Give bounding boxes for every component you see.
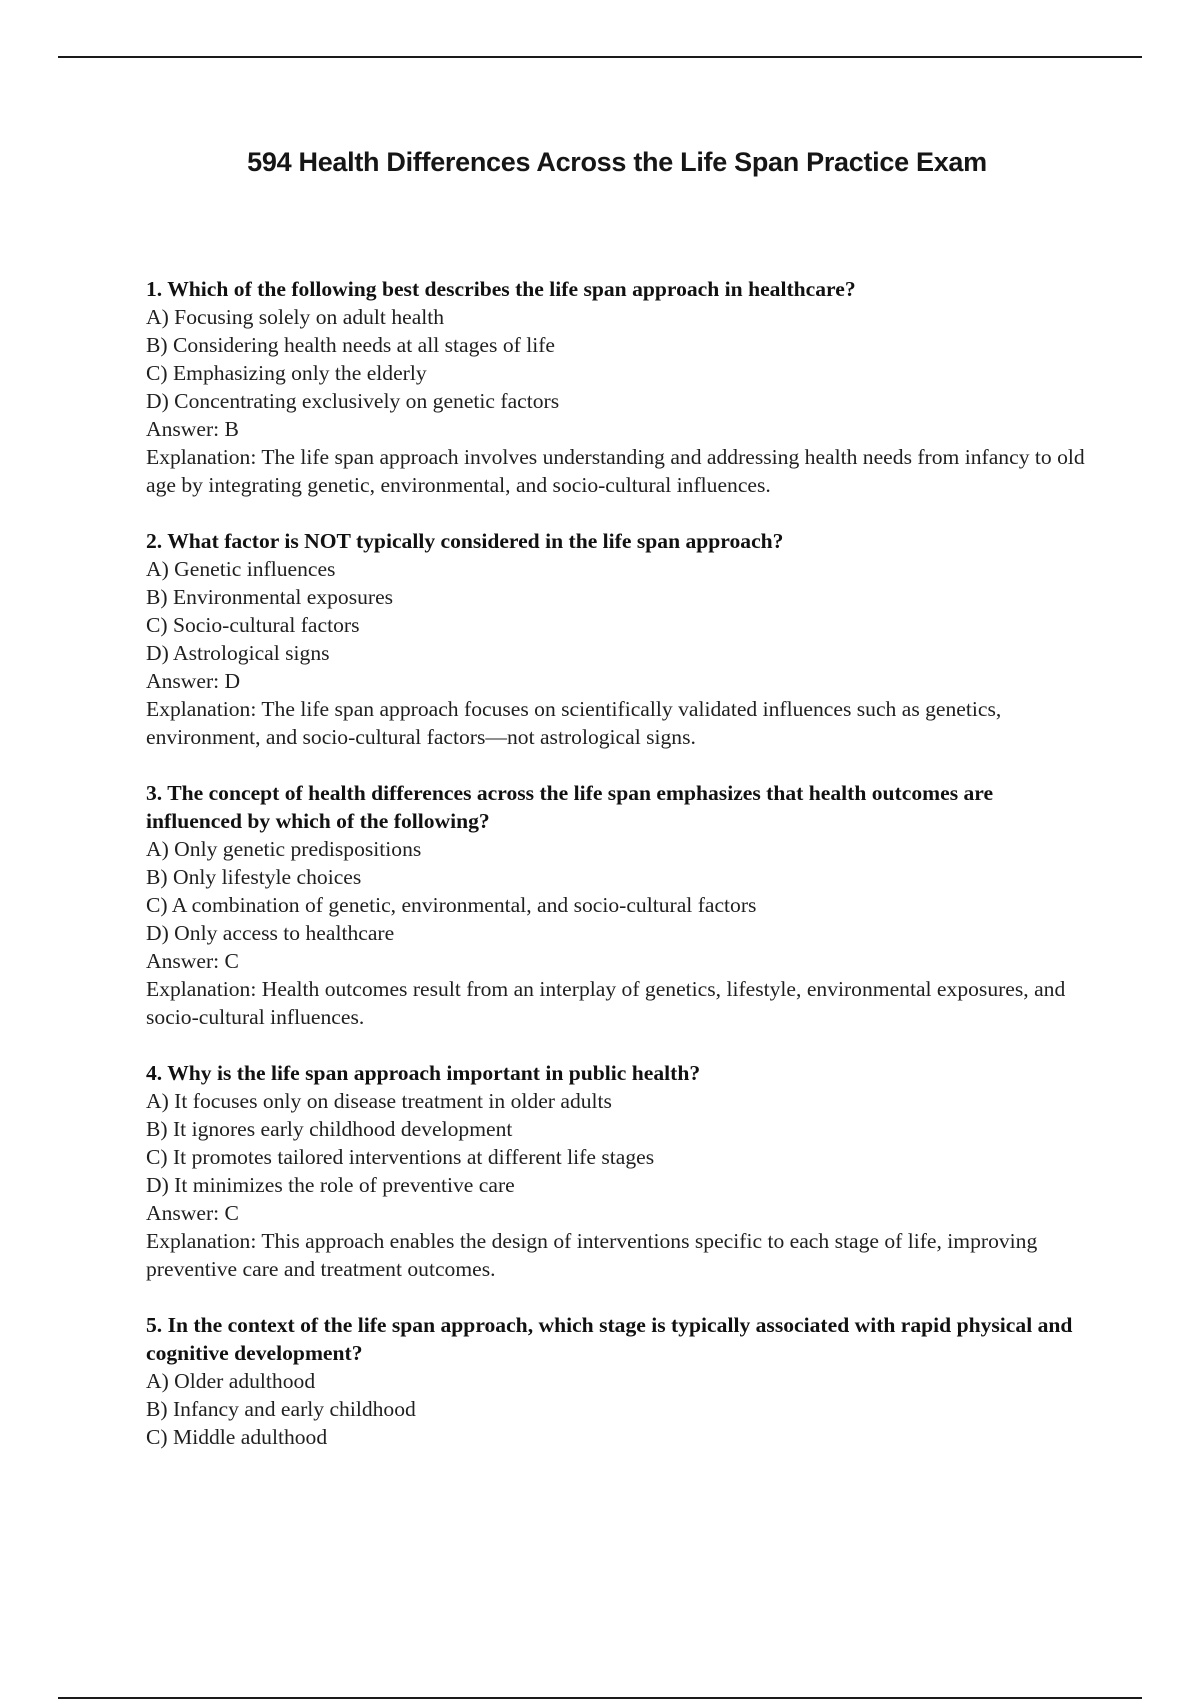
- question-5: [146, 1311, 1086, 1451]
- question-text: 2. What factor is NOT typically considered in the life span approach?: [146, 529, 784, 553]
- option-b: B) It ignores early childhood development: [146, 1117, 513, 1141]
- option-d: D) Astrological signs: [146, 641, 330, 665]
- option-c: C) It promotes tailored interventions at different life stages: [146, 1145, 655, 1169]
- question-text: 4. Why is the life span approach important in public health?: [146, 1061, 701, 1085]
- bottom-rule: [58, 1697, 1142, 1699]
- option-a: A) Focusing solely on adult health: [146, 305, 445, 329]
- question-3: [146, 779, 1086, 1031]
- answer: Answer: B: [146, 417, 239, 441]
- option-d: D) Only access to healthcare: [146, 921, 395, 945]
- answer: Answer: C: [146, 1201, 239, 1225]
- top-rule: [58, 56, 1142, 58]
- explanation: Explanation: Health outcomes result from an interplay of genetics, lifestyle, environmental exposures, and socio-cultural influences.: [146, 977, 1066, 1029]
- question-4: [146, 1059, 1086, 1283]
- option-c: C) Emphasizing only the elderly: [146, 361, 427, 385]
- question-text: 5. In the context of the life span approach, which stage is typically associated with rapid physical and cognitive development?: [146, 1313, 1073, 1365]
- option-b: B) Only lifestyle choices: [146, 865, 362, 889]
- explanation: Explanation: The life span approach focuses on scientifically validated influences such as genetics, environment, and socio-cultural factors—not astrological signs.: [146, 697, 1002, 749]
- option-b: B) Infancy and early childhood: [146, 1397, 416, 1421]
- question-text: 3. The concept of health differences across the life span emphasizes that health outcomes are influenced by which of the following?: [146, 781, 994, 833]
- question-2: [146, 527, 1086, 751]
- option-c: C) Middle adulthood: [146, 1425, 328, 1449]
- option-b: B) Environmental exposures: [146, 585, 394, 609]
- option-d: D) Concentrating exclusively on genetic factors: [146, 389, 560, 413]
- explanation: Explanation: This approach enables the design of interventions specific to each stage of life, improving preventive care and treatment outcomes.: [146, 1229, 1038, 1281]
- option-c: C) Socio-cultural factors: [146, 613, 360, 637]
- question-list: [146, 275, 1086, 1479]
- option-a: A) Only genetic predispositions: [146, 837, 422, 861]
- question-1: [146, 275, 1086, 499]
- question-text: 1. Which of the following best describes the life span approach in healthcare?: [146, 277, 856, 301]
- page-title: 594 Health Differences Across the Life Span Practice Exam: [247, 147, 987, 177]
- option-a: A) Older adulthood: [146, 1369, 316, 1393]
- option-a: A) Genetic influences: [146, 557, 336, 581]
- answer: Answer: C: [146, 949, 239, 973]
- option-a: A) It focuses only on disease treatment in older adults: [146, 1089, 612, 1113]
- option-c: C) A combination of genetic, environmental, and socio-cultural factors: [146, 893, 757, 917]
- explanation: Explanation: The life span approach involves understanding and addressing health needs from infancy to old age by integrating genetic, environmental, and socio-cultural influences.: [146, 445, 1085, 497]
- option-b: B) Considering health needs at all stages of life: [146, 333, 555, 357]
- answer: Answer: D: [146, 669, 241, 693]
- option-d: D) It minimizes the role of preventive care: [146, 1173, 515, 1197]
